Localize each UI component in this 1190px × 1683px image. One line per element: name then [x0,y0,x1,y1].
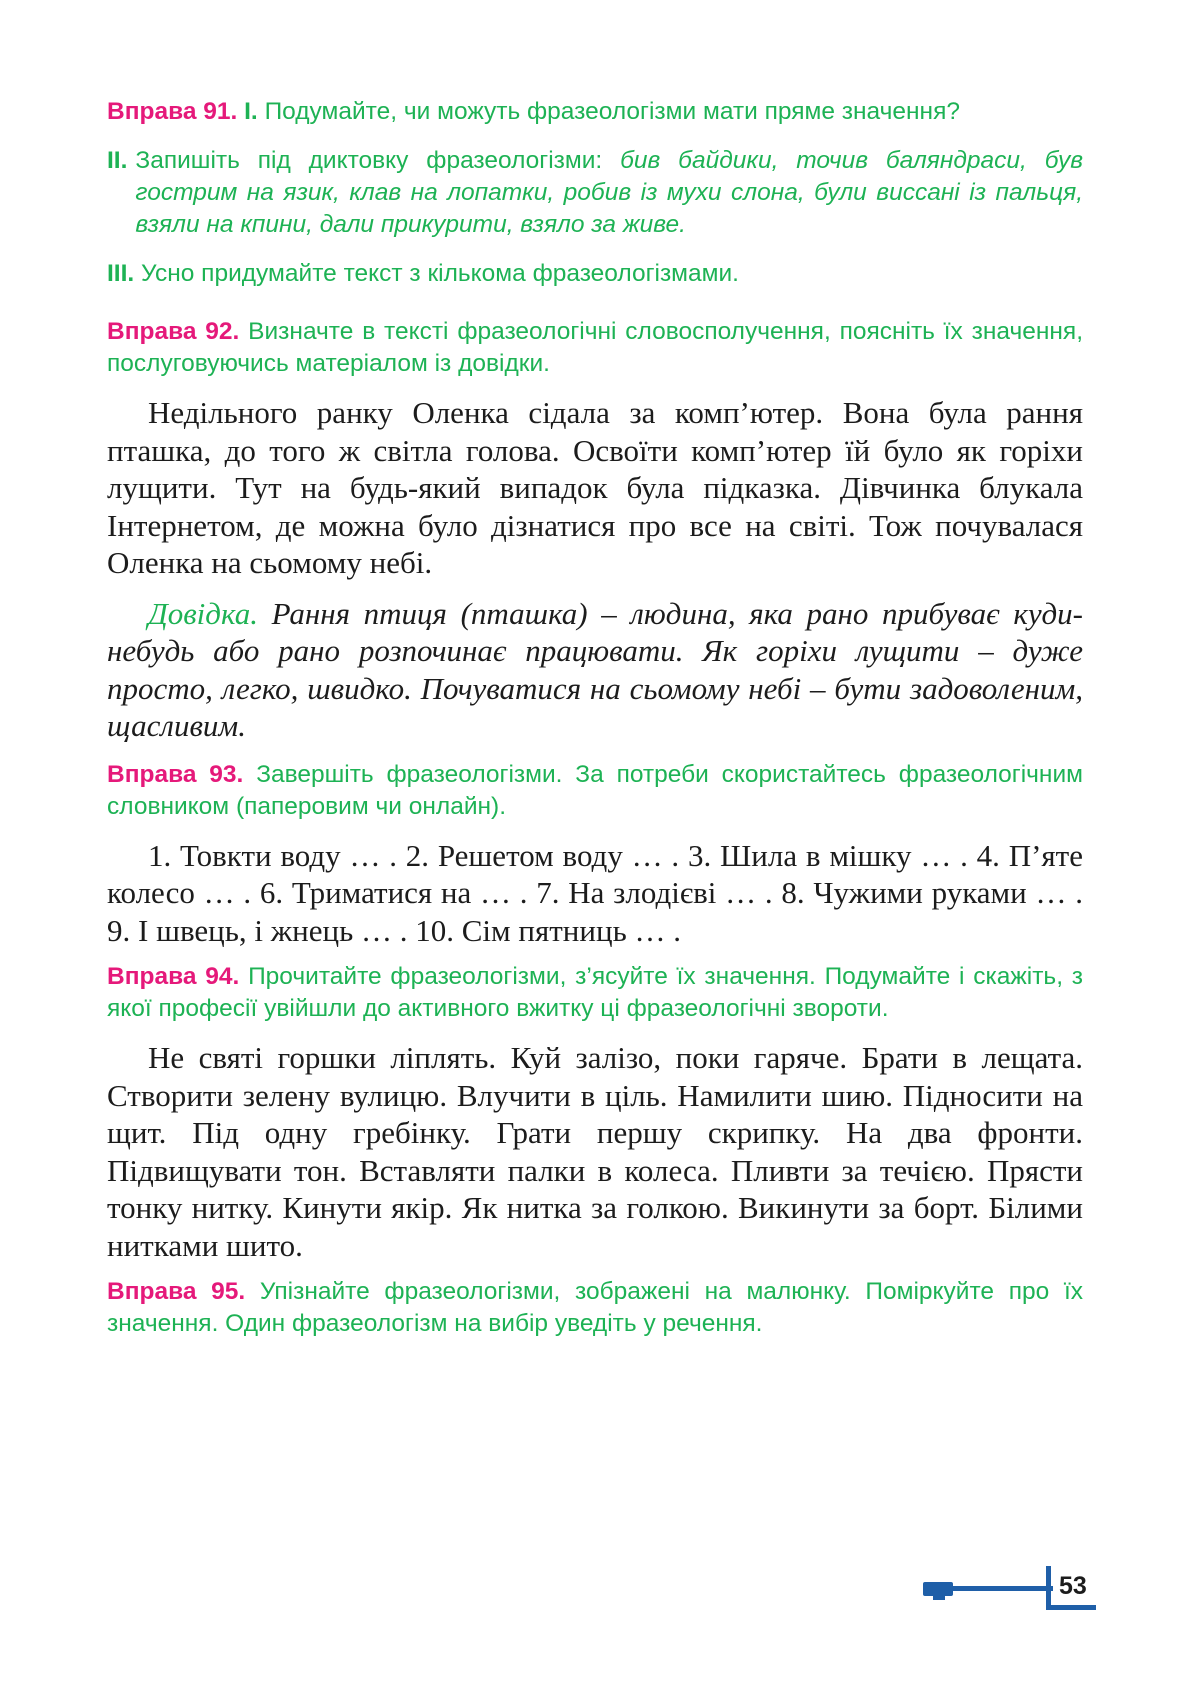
task-text: Упізнайте фразеологізми, зображені на малюнку. Поміркуйте про їх значення. Один фразеологізм на вибір уведіть у речення. [107,1278,1084,1337]
exercise-label: Вправа 93. [107,760,244,788]
task-text: Прочитайте фразеологізми, з’ясуйте їх значення. Подумайте і скажіть, з якої професії увійшли до активного вжитку ці фразеологічні звороти. [107,963,1084,1022]
task-text: Завершіть фразеологізми. За потреби скористайтесь фразеологічним словником (паперовим чи онлайн). [107,760,1083,820]
exercise-label: Вправа 91. [107,98,238,125]
exercise-label: Вправа 94. [107,963,240,990]
note-label: Довідка. [148,595,258,631]
note-text: Рання птиця (пташка) – людина, яка рано прибуває куди-небудь або рано розпочинає працювати. Як горіхи лущити – дуже просто, легко, швидко. Почуватися на сьомому небі – бути задоволеним, щасливим. [107,595,1084,743]
exercise-91-part-2 [107,145,1083,241]
part-number: III. [107,260,135,287]
exercise-95-task [107,1276,1083,1340]
page-number: 53 [1059,1572,1087,1600]
part-number: II. [107,147,128,174]
reference-note [107,595,1083,745]
exercise-91-part-1 [107,96,1083,128]
task-text: Визначте в тексті фразеологічні словосполучення, поясніть їх значення, послуговуючись матеріалом із довідки. [107,318,1084,377]
exercise-92-task [107,316,1083,380]
exercise-92-text: Недільного ранку Оленка сідала за комп’ютер. Вона була рання пташка, до того ж світла голова. Освоїти комп’ютер їй було як горіхи лущити. Тут на будь-який випадок була підказка. Дівчинка блукала Інтернетом, де можна було дізнатися про все на світі. Тож почувалася Оленка на сьомому небі. [107,395,1083,580]
exercise-label: Вправа 95. [107,1278,246,1305]
task-text: Подумайте, чи можуть фразеологізми мати пряме значення? [264,98,960,125]
task-italic-text: бив байдики, точив баляндраси, був гострим на язик, клав на лопатки, робив із мухи слона, були виссані із пальця, взяли на кпини, дали прикурити, взяло за живе. [135,147,1083,238]
part-number: I. [244,98,258,125]
task-text: Запишіть під диктовку фразеологізми: [135,147,621,174]
pen-nib-icon [933,1594,945,1600]
exercise-label: Вправа 92. [107,318,240,345]
divider-line [935,1586,1053,1591]
exercise-91-part-3 [107,258,1083,290]
page-number-marker [921,1566,1091,1610]
exercise-93-text: 1. Товкти воду … . 2. Решетом воду … . 3. Шила в мішку … . 4. П’яте колесо … . 6. Триматися на … . 7. На злодієві … . 8. Чужими руками … . 9. І швець, і жнець … . 10. Сім пятниць … . [107,837,1083,948]
exercise-94-text: Не святі горшки ліплять. Куй залізо, поки гаряче. Брати в лещата. Створити зелену вулицю. Влучити в ціль. Намилити шию. Підносити на щит. Під одну гребінку. Грати першу скрипку. На два фронти. Підвищувати тон. Вставляти палки в колеса. Пливти за течією. Прясти тонку нитку. Кинути якір. Як нитка за голкою. Викинути за борт. Білими нитками шито. [107,1040,1083,1263]
exercise-94-task [107,961,1083,1025]
textbook-page [107,96,1083,1340]
exercise-93-task [107,759,1083,823]
task-text: Усно придумайте текст з кількома фразеологізмами. [141,260,739,287]
